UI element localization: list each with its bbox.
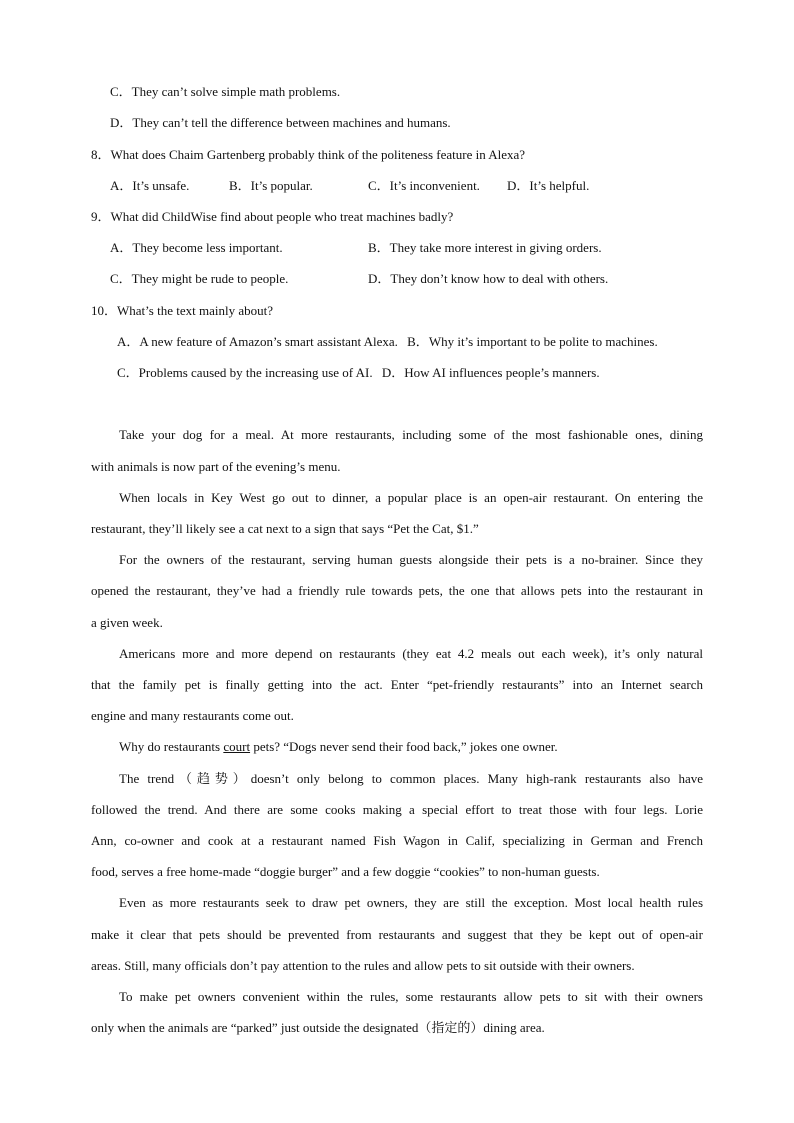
passage-p4-line1: Americans more and more depend on restaurants (they eat 4.2 meals out each week), it’s only natural xyxy=(119,646,703,661)
passage-p1-line1: Take your dog for a meal. At more restaurants, including some of the most fashionable ones, dining xyxy=(119,427,703,442)
passage-p3-line1: For the owners of the restaurant, serving human guests alongside their pets is a no-brainer. Since they xyxy=(119,552,703,567)
passage-p6-line1: The trend（趋势）doesn’t only belong to common places. Many high-rank restaurants also have xyxy=(119,771,703,786)
q9-option-a: A．They become less important. xyxy=(110,240,283,255)
q9-option-c: C．They might be rude to people. xyxy=(110,271,289,286)
passage-p7-line2: make it clear that pets should be prevented from restaurants and suggest that they be kept out of open-air xyxy=(91,927,703,942)
q7-option-c: C．They can’t solve simple math problems. xyxy=(110,84,341,99)
passage-p6-line4: food, serves a free home-made “doggie burger” and a few doggie “cookies” to non-human guests. xyxy=(91,864,600,879)
passage-p5: Why do restaurants court pets? “Dogs never send their food back,” jokes one owner. xyxy=(119,739,558,754)
q9-option-d: D．They don’t know how to deal with others. xyxy=(368,271,609,286)
q8-option-a: A．It’s unsafe. xyxy=(110,178,190,193)
passage-p8-line2: only when the animals are “parked” just outside the designated（指定的）dining area. xyxy=(91,1020,545,1035)
q9-option-b: B．They take more interest in giving orders. xyxy=(368,240,602,255)
q10-options-cd: C．Problems caused by the increasing use of AI. D．How AI influences people’s manners. xyxy=(117,365,600,380)
passage-p8-line1: To make pet owners convenient within the rules, some restaurants allow pets to sit with their owners xyxy=(119,989,703,1004)
underlined-word: court xyxy=(223,739,251,754)
passage-p2-line2: restaurant, they’ll likely see a cat next to a sign that says “Pet the Cat, $1.” xyxy=(91,521,479,536)
passage-p3-line2: opened the restaurant, they’ve had a friendly rule towards pets, the one that allows pets into the restaurant in xyxy=(91,583,703,598)
passage-p6-line3: Ann, co-owner and cook at a restaurant named Fish Wagon in Calif, specializing in German and French xyxy=(91,833,703,848)
q8-option-b: B．It’s popular. xyxy=(229,178,313,193)
q7-option-d: D．They can’t tell the difference between machines and humans. xyxy=(110,115,451,130)
question-9: 9．What did ChildWise find about people who treat machines badly? xyxy=(91,209,454,224)
passage-p6-line2: followed the trend. And there are some cooks making a special effort to treat those with four legs. Lorie xyxy=(91,802,703,817)
q10-options-ab: A．A new feature of Amazon’s smart assistant Alexa. B．Why it’s important to be polite to machines. xyxy=(117,334,658,349)
passage-p3-line3: a given week. xyxy=(91,615,163,630)
passage-p4-line3: engine and many restaurants come out. xyxy=(91,708,294,723)
q8-option-c: C．It’s inconvenient. xyxy=(368,178,480,193)
passage-p4-line2: that the family pet is finally getting into the act. Enter “pet-friendly restaurants” into an Internet search xyxy=(91,677,703,692)
q8-option-d: D．It’s helpful. xyxy=(507,178,590,193)
passage-p2-line1: When locals in Key West go out to dinner, a popular place is an open-air restaurant. On entering the xyxy=(119,490,703,505)
passage-p7-line1: Even as more restaurants seek to draw pet owners, they are still the exception. Most local health rules xyxy=(119,895,703,910)
question-10: 10．What’s the text mainly about? xyxy=(91,303,273,318)
passage-p7-line3: areas. Still, many officials don’t pay attention to the rules and allow pets to sit outside with their owners. xyxy=(91,958,635,973)
passage-p1-line2: with animals is now part of the evening’s menu. xyxy=(91,459,341,474)
question-8: 8．What does Chaim Gartenberg probably think of the politeness feature in Alexa? xyxy=(91,147,526,162)
